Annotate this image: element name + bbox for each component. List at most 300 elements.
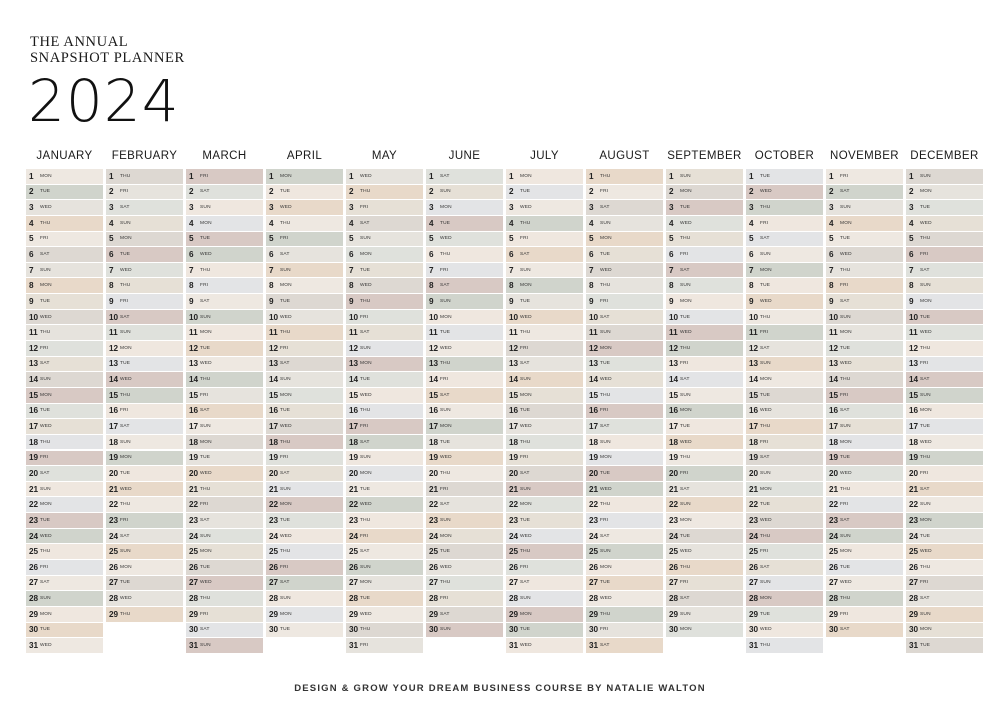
day-cell[interactable]: [666, 607, 743, 622]
day-cell[interactable]: [186, 357, 263, 372]
day-cell[interactable]: [106, 341, 183, 356]
day-cell[interactable]: [346, 278, 423, 293]
day-cell[interactable]: [426, 263, 503, 278]
day-cell[interactable]: [346, 591, 423, 606]
day-cell[interactable]: [106, 466, 183, 481]
day-cell[interactable]: [826, 591, 903, 606]
day-cell[interactable]: [506, 357, 583, 372]
day-cell[interactable]: [666, 247, 743, 262]
day-cell[interactable]: [426, 623, 503, 638]
day-cell[interactable]: [746, 263, 823, 278]
day-cell[interactable]: [826, 325, 903, 340]
day-cell[interactable]: [266, 247, 343, 262]
day-cell[interactable]: [906, 185, 983, 200]
day-cell[interactable]: [346, 341, 423, 356]
day-cell[interactable]: [506, 607, 583, 622]
day-cell[interactable]: [426, 341, 503, 356]
day-cell[interactable]: [586, 200, 663, 215]
day-cell[interactable]: [266, 482, 343, 497]
day-cell[interactable]: [106, 529, 183, 544]
day-cell[interactable]: [266, 623, 343, 638]
day-cell[interactable]: [346, 247, 423, 262]
day-cell[interactable]: [506, 435, 583, 450]
day-cell[interactable]: [186, 185, 263, 200]
day-cell[interactable]: [586, 325, 663, 340]
day-cell[interactable]: [906, 200, 983, 215]
day-cell[interactable]: [906, 372, 983, 387]
day-cell[interactable]: [746, 560, 823, 575]
day-cell[interactable]: [746, 232, 823, 247]
day-cell[interactable]: [346, 419, 423, 434]
day-cell[interactable]: [186, 482, 263, 497]
day-cell[interactable]: [506, 623, 583, 638]
day-cell[interactable]: [586, 497, 663, 512]
day-cell[interactable]: [186, 497, 263, 512]
day-cell[interactable]: [666, 200, 743, 215]
day-cell[interactable]: [26, 576, 103, 591]
day-cell[interactable]: [186, 513, 263, 528]
day-cell[interactable]: [746, 185, 823, 200]
day-cell[interactable]: [346, 466, 423, 481]
day-cell[interactable]: [346, 513, 423, 528]
day-cell[interactable]: [666, 451, 743, 466]
day-cell[interactable]: [666, 513, 743, 528]
day-cell[interactable]: [426, 325, 503, 340]
day-cell[interactable]: [426, 591, 503, 606]
day-cell[interactable]: [586, 294, 663, 309]
day-cell[interactable]: [186, 591, 263, 606]
day-cell[interactable]: [266, 294, 343, 309]
day-cell[interactable]: [26, 232, 103, 247]
day-cell[interactable]: [266, 466, 343, 481]
day-cell[interactable]: [106, 513, 183, 528]
day-cell[interactable]: [666, 466, 743, 481]
day-cell[interactable]: [506, 638, 583, 653]
day-cell[interactable]: [266, 513, 343, 528]
day-cell[interactable]: [26, 372, 103, 387]
day-cell[interactable]: [186, 451, 263, 466]
day-cell[interactable]: [826, 497, 903, 512]
day-cell[interactable]: [106, 388, 183, 403]
day-cell[interactable]: [426, 513, 503, 528]
day-cell[interactable]: [26, 638, 103, 653]
day-cell[interactable]: [586, 623, 663, 638]
day-cell[interactable]: [26, 310, 103, 325]
day-cell[interactable]: [506, 232, 583, 247]
day-cell[interactable]: [26, 466, 103, 481]
day-cell[interactable]: [826, 263, 903, 278]
day-cell[interactable]: [186, 232, 263, 247]
day-cell[interactable]: [666, 341, 743, 356]
day-cell[interactable]: [26, 388, 103, 403]
day-cell[interactable]: [826, 576, 903, 591]
day-cell[interactable]: [666, 623, 743, 638]
day-cell[interactable]: [26, 623, 103, 638]
day-cell[interactable]: [106, 247, 183, 262]
day-cell[interactable]: [586, 185, 663, 200]
day-cell[interactable]: [826, 294, 903, 309]
day-cell[interactable]: [426, 294, 503, 309]
day-cell[interactable]: [906, 232, 983, 247]
day-cell[interactable]: [346, 232, 423, 247]
day-cell[interactable]: [826, 544, 903, 559]
day-cell[interactable]: [586, 435, 663, 450]
day-cell[interactable]: [186, 623, 263, 638]
day-cell[interactable]: [906, 294, 983, 309]
day-cell[interactable]: [666, 388, 743, 403]
day-cell[interactable]: [746, 451, 823, 466]
day-cell[interactable]: [346, 529, 423, 544]
day-cell[interactable]: [746, 607, 823, 622]
day-cell[interactable]: [666, 482, 743, 497]
day-cell[interactable]: [26, 513, 103, 528]
day-cell[interactable]: [746, 591, 823, 606]
day-cell[interactable]: [666, 310, 743, 325]
day-cell[interactable]: [26, 451, 103, 466]
day-cell[interactable]: [506, 278, 583, 293]
day-cell[interactable]: [666, 576, 743, 591]
day-cell[interactable]: [746, 497, 823, 512]
day-cell[interactable]: [26, 263, 103, 278]
day-cell[interactable]: [186, 419, 263, 434]
day-cell[interactable]: [266, 200, 343, 215]
day-cell[interactable]: [746, 278, 823, 293]
day-cell[interactable]: [426, 372, 503, 387]
day-cell[interactable]: [186, 325, 263, 340]
day-cell[interactable]: [506, 388, 583, 403]
day-cell[interactable]: [266, 216, 343, 231]
day-cell[interactable]: [506, 169, 583, 184]
day-cell[interactable]: [826, 357, 903, 372]
day-cell[interactable]: [186, 247, 263, 262]
day-cell[interactable]: [346, 357, 423, 372]
day-cell[interactable]: [26, 200, 103, 215]
day-cell[interactable]: [826, 388, 903, 403]
day-cell[interactable]: [506, 247, 583, 262]
day-cell[interactable]: [106, 435, 183, 450]
day-cell[interactable]: [266, 607, 343, 622]
day-cell[interactable]: [266, 544, 343, 559]
day-cell[interactable]: [26, 216, 103, 231]
day-cell[interactable]: [666, 591, 743, 606]
day-cell[interactable]: [506, 372, 583, 387]
day-cell[interactable]: [506, 341, 583, 356]
day-cell[interactable]: [586, 247, 663, 262]
day-cell[interactable]: [346, 544, 423, 559]
day-cell[interactable]: [426, 357, 503, 372]
day-cell[interactable]: [586, 513, 663, 528]
day-cell[interactable]: [346, 560, 423, 575]
day-cell[interactable]: [26, 247, 103, 262]
day-cell[interactable]: [26, 325, 103, 340]
day-cell[interactable]: [906, 544, 983, 559]
day-cell[interactable]: [506, 482, 583, 497]
day-cell[interactable]: [26, 169, 103, 184]
day-cell[interactable]: [426, 435, 503, 450]
day-cell[interactable]: [666, 169, 743, 184]
day-cell[interactable]: [106, 404, 183, 419]
day-cell[interactable]: [106, 310, 183, 325]
day-cell[interactable]: [506, 591, 583, 606]
day-cell[interactable]: [26, 497, 103, 512]
day-cell[interactable]: [666, 325, 743, 340]
day-cell[interactable]: [106, 607, 183, 622]
day-cell[interactable]: [426, 419, 503, 434]
day-cell[interactable]: [266, 325, 343, 340]
day-cell[interactable]: [826, 185, 903, 200]
day-cell[interactable]: [266, 576, 343, 591]
day-cell[interactable]: [586, 591, 663, 606]
day-cell[interactable]: [346, 607, 423, 622]
day-cell[interactable]: [426, 404, 503, 419]
day-cell[interactable]: [266, 419, 343, 434]
day-cell[interactable]: [826, 232, 903, 247]
day-cell[interactable]: [106, 357, 183, 372]
day-cell[interactable]: [506, 451, 583, 466]
day-cell[interactable]: [826, 419, 903, 434]
day-cell[interactable]: [106, 419, 183, 434]
day-cell[interactable]: [26, 544, 103, 559]
day-cell[interactable]: [426, 169, 503, 184]
day-cell[interactable]: [826, 404, 903, 419]
day-cell[interactable]: [266, 560, 343, 575]
day-cell[interactable]: [586, 216, 663, 231]
day-cell[interactable]: [26, 278, 103, 293]
day-cell[interactable]: [826, 466, 903, 481]
day-cell[interactable]: [346, 372, 423, 387]
day-cell[interactable]: [426, 451, 503, 466]
day-cell[interactable]: [26, 560, 103, 575]
day-cell[interactable]: [826, 200, 903, 215]
day-cell[interactable]: [746, 372, 823, 387]
day-cell[interactable]: [826, 529, 903, 544]
day-cell[interactable]: [426, 576, 503, 591]
day-cell[interactable]: [266, 310, 343, 325]
day-cell[interactable]: [586, 560, 663, 575]
day-cell[interactable]: [186, 372, 263, 387]
day-cell[interactable]: [426, 482, 503, 497]
day-cell[interactable]: [666, 278, 743, 293]
day-cell[interactable]: [346, 638, 423, 653]
day-cell[interactable]: [346, 497, 423, 512]
day-cell[interactable]: [26, 591, 103, 606]
day-cell[interactable]: [906, 357, 983, 372]
day-cell[interactable]: [586, 357, 663, 372]
day-cell[interactable]: [106, 216, 183, 231]
day-cell[interactable]: [746, 623, 823, 638]
day-cell[interactable]: [346, 435, 423, 450]
day-cell[interactable]: [906, 623, 983, 638]
day-cell[interactable]: [106, 544, 183, 559]
day-cell[interactable]: [746, 544, 823, 559]
day-cell[interactable]: [106, 263, 183, 278]
day-cell[interactable]: [746, 419, 823, 434]
day-cell[interactable]: [346, 294, 423, 309]
day-cell[interactable]: [906, 482, 983, 497]
day-cell[interactable]: [266, 591, 343, 606]
day-cell[interactable]: [26, 529, 103, 544]
day-cell[interactable]: [746, 482, 823, 497]
day-cell[interactable]: [506, 263, 583, 278]
day-cell[interactable]: [826, 341, 903, 356]
day-cell[interactable]: [106, 560, 183, 575]
day-cell[interactable]: [906, 560, 983, 575]
day-cell[interactable]: [186, 169, 263, 184]
day-cell[interactable]: [106, 185, 183, 200]
day-cell[interactable]: [426, 216, 503, 231]
day-cell[interactable]: [426, 544, 503, 559]
day-cell[interactable]: [346, 169, 423, 184]
day-cell[interactable]: [666, 419, 743, 434]
day-cell[interactable]: [426, 278, 503, 293]
day-cell[interactable]: [266, 263, 343, 278]
day-cell[interactable]: [106, 232, 183, 247]
day-cell[interactable]: [506, 576, 583, 591]
day-cell[interactable]: [906, 591, 983, 606]
day-cell[interactable]: [266, 232, 343, 247]
day-cell[interactable]: [826, 482, 903, 497]
day-cell[interactable]: [346, 451, 423, 466]
day-cell[interactable]: [186, 607, 263, 622]
day-cell[interactable]: [906, 216, 983, 231]
day-cell[interactable]: [506, 325, 583, 340]
day-cell[interactable]: [186, 576, 263, 591]
day-cell[interactable]: [666, 294, 743, 309]
day-cell[interactable]: [266, 278, 343, 293]
day-cell[interactable]: [906, 529, 983, 544]
day-cell[interactable]: [746, 357, 823, 372]
day-cell[interactable]: [906, 576, 983, 591]
day-cell[interactable]: [106, 497, 183, 512]
day-cell[interactable]: [746, 169, 823, 184]
day-cell[interactable]: [666, 216, 743, 231]
day-cell[interactable]: [746, 325, 823, 340]
day-cell[interactable]: [26, 404, 103, 419]
day-cell[interactable]: [746, 294, 823, 309]
day-cell[interactable]: [186, 216, 263, 231]
day-cell[interactable]: [666, 497, 743, 512]
day-cell[interactable]: [586, 169, 663, 184]
day-cell[interactable]: [106, 591, 183, 606]
day-cell[interactable]: [266, 451, 343, 466]
day-cell[interactable]: [186, 404, 263, 419]
day-cell[interactable]: [426, 560, 503, 575]
day-cell[interactable]: [746, 529, 823, 544]
day-cell[interactable]: [506, 404, 583, 419]
day-cell[interactable]: [666, 263, 743, 278]
day-cell[interactable]: [266, 497, 343, 512]
day-cell[interactable]: [346, 576, 423, 591]
day-cell[interactable]: [906, 278, 983, 293]
day-cell[interactable]: [506, 310, 583, 325]
day-cell[interactable]: [186, 263, 263, 278]
day-cell[interactable]: [906, 497, 983, 512]
day-cell[interactable]: [586, 310, 663, 325]
day-cell[interactable]: [506, 466, 583, 481]
day-cell[interactable]: [666, 357, 743, 372]
day-cell[interactable]: [506, 560, 583, 575]
day-cell[interactable]: [26, 435, 103, 450]
day-cell[interactable]: [906, 169, 983, 184]
day-cell[interactable]: [266, 357, 343, 372]
day-cell[interactable]: [826, 513, 903, 528]
day-cell[interactable]: [346, 216, 423, 231]
day-cell[interactable]: [26, 482, 103, 497]
day-cell[interactable]: [746, 200, 823, 215]
day-cell[interactable]: [186, 278, 263, 293]
day-cell[interactable]: [346, 623, 423, 638]
day-cell[interactable]: [586, 576, 663, 591]
day-cell[interactable]: [266, 529, 343, 544]
day-cell[interactable]: [666, 185, 743, 200]
day-cell[interactable]: [26, 294, 103, 309]
day-cell[interactable]: [186, 294, 263, 309]
day-cell[interactable]: [426, 607, 503, 622]
day-cell[interactable]: [186, 638, 263, 653]
day-cell[interactable]: [266, 341, 343, 356]
day-cell[interactable]: [346, 325, 423, 340]
day-cell[interactable]: [186, 388, 263, 403]
day-cell[interactable]: [746, 388, 823, 403]
day-cell[interactable]: [666, 372, 743, 387]
day-cell[interactable]: [426, 310, 503, 325]
day-cell[interactable]: [506, 200, 583, 215]
day-cell[interactable]: [586, 451, 663, 466]
day-cell[interactable]: [346, 185, 423, 200]
day-cell[interactable]: [746, 435, 823, 450]
day-cell[interactable]: [906, 466, 983, 481]
day-cell[interactable]: [426, 185, 503, 200]
day-cell[interactable]: [346, 404, 423, 419]
day-cell[interactable]: [826, 278, 903, 293]
day-cell[interactable]: [586, 404, 663, 419]
day-cell[interactable]: [586, 278, 663, 293]
day-cell[interactable]: [666, 560, 743, 575]
day-cell[interactable]: [426, 497, 503, 512]
day-cell[interactable]: [106, 294, 183, 309]
day-cell[interactable]: [106, 325, 183, 340]
day-cell[interactable]: [426, 200, 503, 215]
day-cell[interactable]: [746, 247, 823, 262]
day-cell[interactable]: [266, 169, 343, 184]
day-cell[interactable]: [746, 310, 823, 325]
day-cell[interactable]: [106, 372, 183, 387]
day-cell[interactable]: [186, 310, 263, 325]
day-cell[interactable]: [906, 638, 983, 653]
day-cell[interactable]: [586, 263, 663, 278]
day-cell[interactable]: [586, 482, 663, 497]
day-cell[interactable]: [346, 200, 423, 215]
day-cell[interactable]: [186, 529, 263, 544]
day-cell[interactable]: [906, 451, 983, 466]
day-cell[interactable]: [426, 529, 503, 544]
day-cell[interactable]: [106, 451, 183, 466]
day-cell[interactable]: [906, 513, 983, 528]
day-cell[interactable]: [426, 388, 503, 403]
day-cell[interactable]: [746, 466, 823, 481]
day-cell[interactable]: [426, 232, 503, 247]
day-cell[interactable]: [906, 388, 983, 403]
day-cell[interactable]: [506, 529, 583, 544]
day-cell[interactable]: [346, 482, 423, 497]
day-cell[interactable]: [266, 372, 343, 387]
day-cell[interactable]: [746, 341, 823, 356]
day-cell[interactable]: [906, 419, 983, 434]
day-cell[interactable]: [826, 247, 903, 262]
day-cell[interactable]: [586, 372, 663, 387]
day-cell[interactable]: [826, 623, 903, 638]
day-cell[interactable]: [506, 497, 583, 512]
